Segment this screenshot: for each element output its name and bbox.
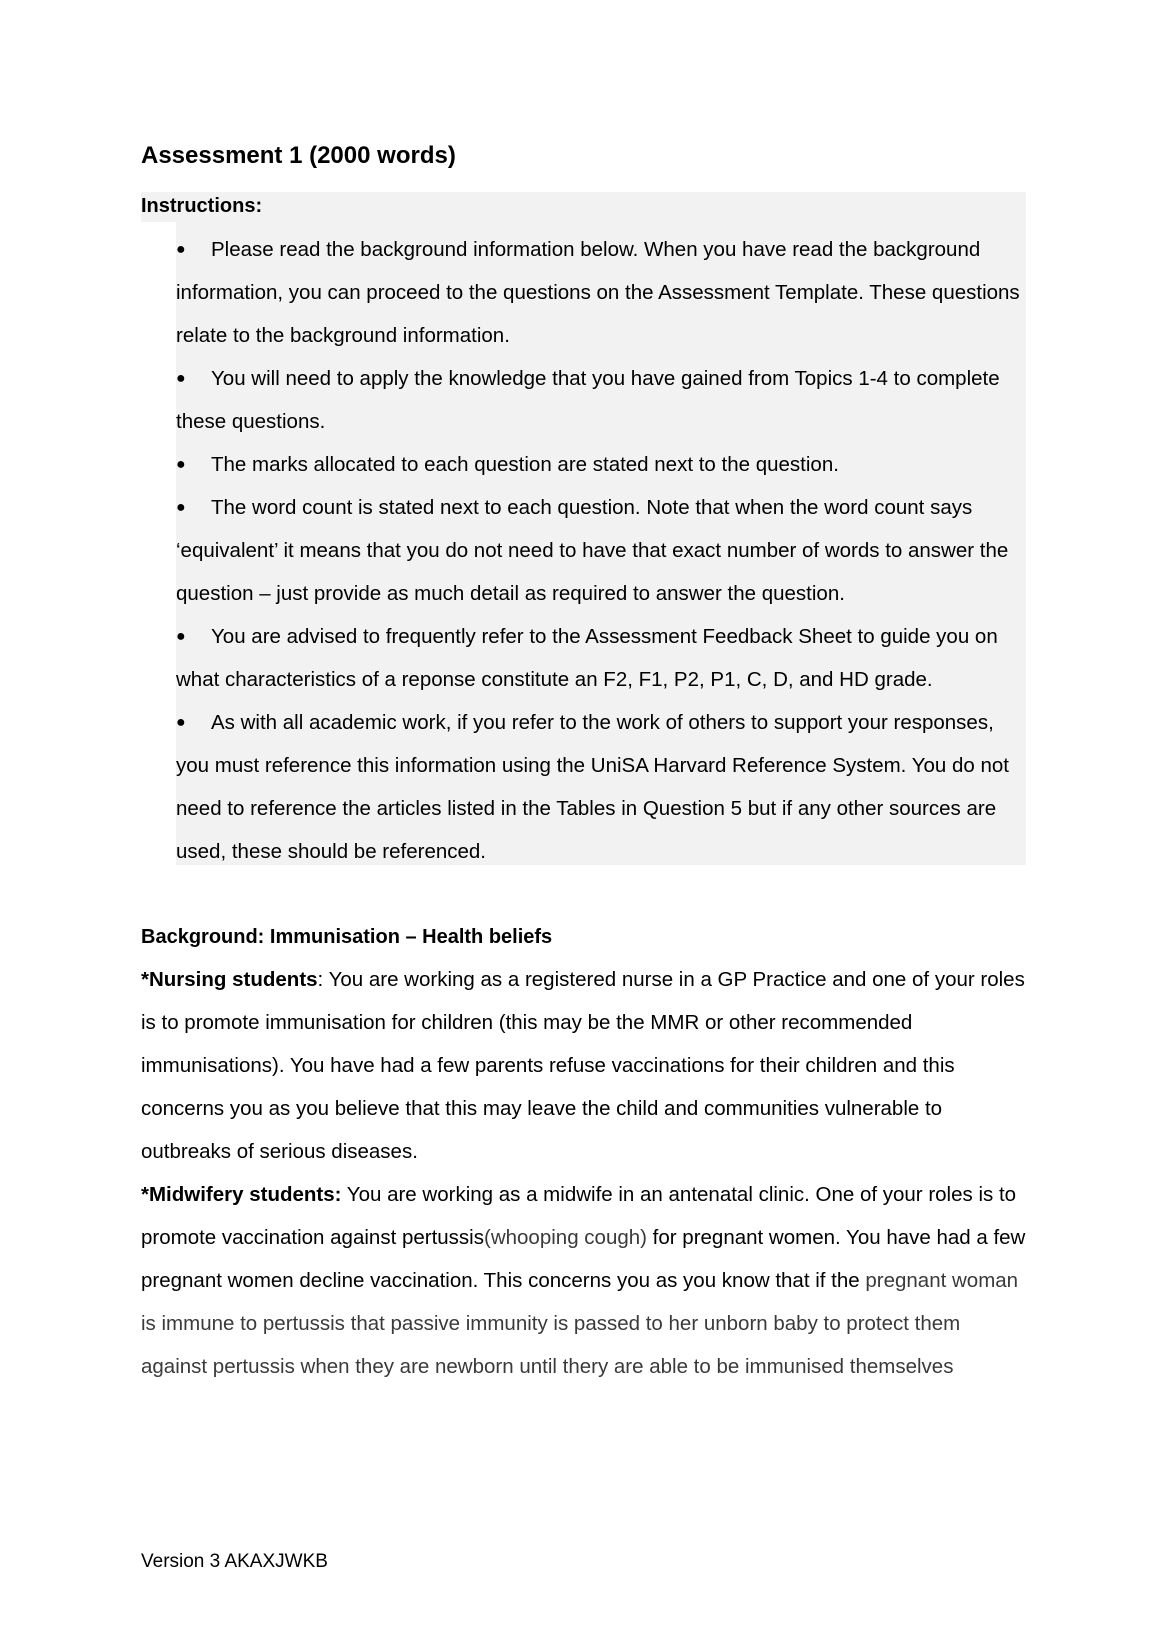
bullet-icon: ● (176, 241, 186, 258)
midwifery-label: *Midwifery students: (141, 1183, 342, 1206)
instructions-list (176, 228, 1028, 873)
instruction-text: The marks allocated to each question are stated next to the question. (211, 453, 839, 476)
midwifery-text-1: You are working as a midwife in an antenatal clinic. One of your roles is to promote vaccination against pertussis (141, 1183, 1017, 1249)
version-footer: Version 3 AKAXJWKB (141, 1551, 328, 1572)
bullet-icon: ● (176, 370, 186, 387)
bullet-icon: ● (176, 456, 186, 473)
bullet-icon: ● (176, 714, 186, 731)
instruction-item (176, 615, 1028, 701)
nursing-label: *Nursing students (141, 968, 318, 991)
midwifery-text-3: for pregnant women. You have had a few pregnant women decline vaccination. This concerns you as you know that if the (141, 1226, 1026, 1292)
midwifery-text-2: (whooping cough) (484, 1226, 647, 1249)
nursing-paragraph (141, 958, 1031, 1173)
bullet-icon: ● (176, 499, 186, 516)
instruction-text: As with all academic work, if you refer to the work of others to support your responses, you must reference this information using the UniSA Harvard Reference System. You do not need to reference the articles listed in the Tables in Question 5 but if any other sources are used, these should be referenced. (176, 711, 1009, 863)
background-heading: Background: Immunisation – Health beliefs (141, 926, 553, 948)
instruction-item (176, 486, 1028, 615)
page-title: Assessment 1 (2000 words) (141, 142, 456, 169)
bullet-icon: ● (176, 628, 186, 645)
instruction-item (176, 443, 1028, 486)
instruction-text: The word count is stated next to each question. Note that when the word count says ‘equivalent’ it means that you do not need to have that exact number of words to answer the question – just provide as much detail as required to answer the question. (176, 496, 1009, 605)
instruction-text: You will need to apply the knowledge that you have gained from Topics 1-4 to complete these questions. (176, 367, 1000, 433)
instruction-text: You are advised to frequently refer to the Assessment Feedback Sheet to guide you on what characteristics of a reponse constitute an F2, F1, P2, P1, C, D, and HD grade. (176, 625, 998, 691)
instructions-label: Instructions: (141, 195, 263, 217)
instruction-item (176, 701, 1028, 873)
midwifery-text-4: pregnant woman is immune to pertussis that passive immunity is passed to her unborn baby to protect them against pertussis when they are newborn until thery are able to be immunised themselves (141, 1269, 1019, 1378)
instruction-item (176, 357, 1028, 443)
midwifery-paragraph (141, 1173, 1031, 1388)
nursing-text: : You are working as a registered nurse in a GP Practice and one of your roles is to promote immunisation for children (this may be the MMR or other recommended immunisations). You have had a few parents refuse vaccinations for their children and this concerns you as you believe that this may leave the child and communities vulnerable to outbreaks of serious diseases. (141, 968, 1025, 1163)
instruction-item (176, 228, 1028, 357)
instruction-text: Please read the background information below. When you have read the background information, you can proceed to the questions on the Assessment Template. These questions relate to the background information. (176, 238, 1020, 347)
